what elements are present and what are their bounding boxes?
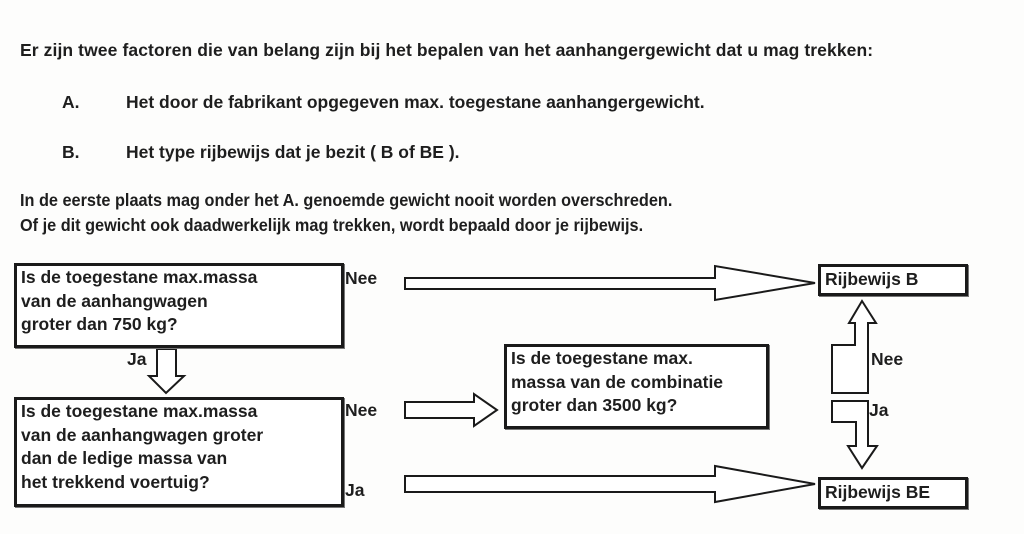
result-rijbewijs-be-label: Rijbewijs BE: [825, 482, 931, 502]
question-3-box: [504, 344, 769, 429]
question-2-yes-label: Ja: [345, 480, 365, 500]
question-1-no-label: Nee: [345, 268, 378, 288]
factor-b-text: Het type rijbewijs dat je bezit ( B of BE ).: [126, 142, 460, 162]
question-1-line-2: van de aanhangwagen: [21, 290, 208, 311]
arrow-q3-no-up-icon: [832, 301, 876, 393]
factor-b-letter: B.: [62, 142, 80, 162]
question-1-line-3: groter dan 750 kg?: [21, 314, 178, 334]
question-1-box: [14, 263, 344, 348]
question-3-line-1: Is de toegestane max.: [511, 348, 693, 368]
arrow-q2-no-to-q3-icon: [405, 394, 497, 426]
intro-text: Er zijn twee factoren die van belang zijn bij het bepalen van het aanhangergewicht dat u mag trekken:: [20, 40, 874, 60]
result-rijbewijs-b-label: Rijbewijs B: [825, 269, 919, 289]
paragraph-line-1: In de eerste plaats mag onder het A. genoemde gewicht nooit worden overschreden.: [20, 190, 673, 210]
question-2-line-4: het trekkend voertuig?: [21, 471, 210, 492]
question-2-line-2: van de aanhangwagen groter: [21, 424, 264, 445]
question-1-line-1: Is de toegestane max.massa: [21, 267, 258, 287]
factor-a-letter: A.: [62, 92, 80, 112]
question-2-line-1: Is de toegestane max.massa: [21, 401, 258, 421]
result-rijbewijs-be-box: [818, 477, 968, 509]
question-2-box: [14, 397, 344, 507]
question-3-no-label: Nee: [871, 349, 904, 369]
arrow-q2-yes-to-be-icon: [405, 466, 815, 502]
paragraph-line-2: Of je dit gewicht ook daadwerkelijk mag trekken, wordt bepaald door je rijbewijs.: [20, 215, 644, 235]
question-1-yes-label: Ja: [127, 349, 147, 369]
arrow-q1-yes-down-icon: [149, 349, 184, 393]
question-3-line-3: groter dan 3500 kg?: [511, 395, 678, 415]
question-3-yes-label: Ja: [869, 400, 889, 420]
arrow-q1-no-to-b-icon: [405, 266, 815, 300]
factor-a-text: Het door de fabrikant opgegeven max. toegestane aanhangergewicht.: [126, 92, 705, 112]
question-2-line-3: dan de ledige massa van: [21, 448, 228, 468]
result-rijbewijs-b-box: [818, 264, 968, 296]
question-2-no-label: Nee: [345, 400, 378, 420]
question-3-line-2: massa van de combinatie: [511, 371, 724, 392]
